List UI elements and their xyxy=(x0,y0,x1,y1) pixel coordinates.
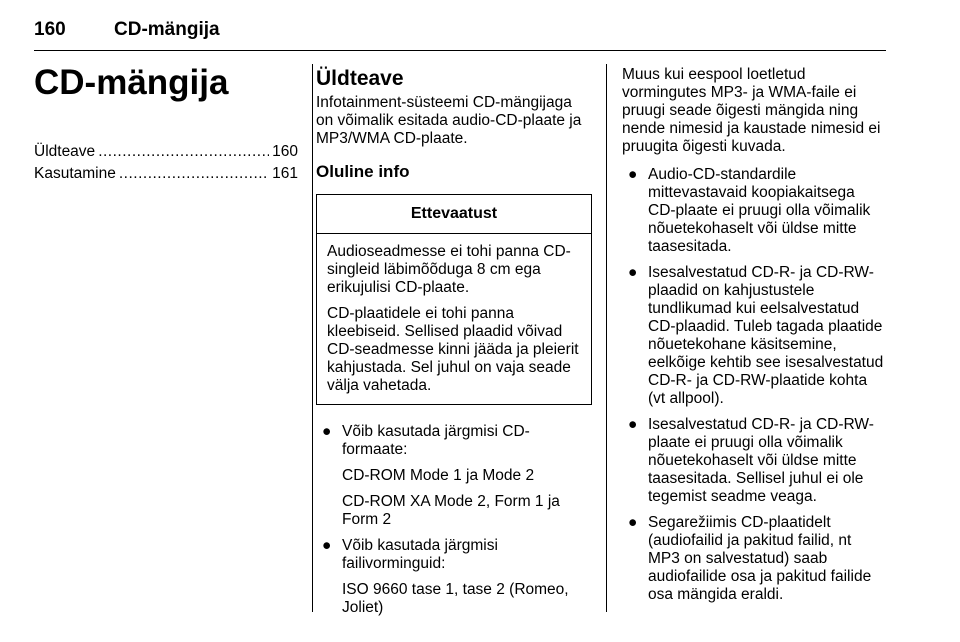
list-item-text: Isesalvestatud CD-R- ja CD-RW-plaate ei pruugi olla võimalik nõuetekohaselt või üldse mitte taasesitada. Sellisel juhul ei ole tegemist seadme veaga. xyxy=(648,416,874,505)
bullet-icon: ● xyxy=(628,166,638,183)
toc-leader xyxy=(119,163,269,185)
bullet-icon: ● xyxy=(628,264,638,281)
list-item xyxy=(316,423,592,529)
list-item xyxy=(622,264,886,408)
caution-body xyxy=(317,234,591,404)
caution-paragraph: Audioseadmesse ei tohi panna CD-singleid läbimõõduga 8 cm ega erikujulisi CD-plaate. xyxy=(327,243,571,296)
section-title: Üldteave xyxy=(316,67,404,90)
list-item xyxy=(622,416,886,506)
list-item-subtext: CD-ROM Mode 1 ja Mode 2 xyxy=(342,467,535,484)
list-item-text: Audio-CD-standardile mittevastavaid koopiakaitsega CD-plaate ei pruugi olla võimalik nõuetekohaselt või üldse mitte taasesitada. xyxy=(648,166,871,255)
column-divider xyxy=(312,64,313,612)
list-item-text: Võib kasutada järgmisi CD-formaate: xyxy=(342,423,530,458)
list-item-text: Võib kasutada järgmisi failivorminguid: xyxy=(342,537,498,572)
list-item-text: Isesalvestatud CD-R- ja CD-RW-plaadid on kahjustustele tundlikumad kui eelsalvestatud CD-plaadid. Tuleb tagada plaatide nõuetekohane käsitsemine, eelkõige kehtib see isesalvestatud CD-R- ja CD-RW-plaatide kohta (vt allpool). xyxy=(648,264,884,407)
list-item xyxy=(622,514,886,604)
page-number: 160 xyxy=(34,19,66,40)
list-item-text: Segarežiimis CD-plaatidelt (audiofailid ja pakitud failid, nt MP3 on salvestatud) saab audiofailide osa ja pakitud failide osa mängida eraldi. xyxy=(648,514,872,603)
toc-page: 160 xyxy=(272,143,298,160)
left-column xyxy=(34,60,298,185)
continuation-paragraph: Muus kui eespool loetletud vormingutes MP3- ja WMA-faile ei pruugi seade õigesti mängida ning nende nimesid ja kaustade nimesid ei pruugita õigesti kuvada. xyxy=(622,66,881,155)
table-of-contents xyxy=(34,141,298,185)
bullet-icon: ● xyxy=(628,514,638,531)
subheading: Oluline info xyxy=(316,162,410,181)
toc-page: 161 xyxy=(272,165,298,182)
bullet-icon: ● xyxy=(322,537,332,554)
list-item-subtext: ISO 9660 tase 1, tase 2 (Romeo, Joliet) xyxy=(342,581,569,616)
list-item xyxy=(622,166,886,256)
bullet-icon: ● xyxy=(322,423,332,440)
toc-entry[interactable] xyxy=(34,141,298,163)
column-divider xyxy=(606,64,607,612)
chapter-title: CD-mängija xyxy=(34,63,229,102)
bullet-list xyxy=(316,423,592,617)
bullet-list xyxy=(622,166,886,604)
right-column xyxy=(622,60,886,612)
toc-label: Üldteave xyxy=(34,143,96,160)
caution-title: Ettevaatust xyxy=(317,195,591,234)
page-header xyxy=(34,18,886,51)
running-title: CD-mängija xyxy=(114,19,220,40)
intro-paragraph: Infotainment-süsteemi CD-mängijaga on võimalik esitada audio-CD-plaate ja MP3/WMA CD-plaate. xyxy=(316,94,582,147)
list-item xyxy=(316,537,592,617)
toc-entry[interactable] xyxy=(34,163,298,185)
bullet-icon: ● xyxy=(628,416,638,433)
caution-paragraph: CD-plaatidele ei tohi panna kleebiseid. Sellised plaadid võivad CD-seadmesse kinni jääda ja pleierit kahjustada. Sel juhul on vaja seade välja vahetada. xyxy=(327,305,579,394)
middle-column xyxy=(316,60,592,625)
list-item-subtext: CD-ROM XA Mode 2, Form 1 ja Form 2 xyxy=(342,493,560,528)
toc-leader xyxy=(98,141,269,163)
caution-box xyxy=(316,194,592,405)
toc-label: Kasutamine xyxy=(34,165,116,182)
